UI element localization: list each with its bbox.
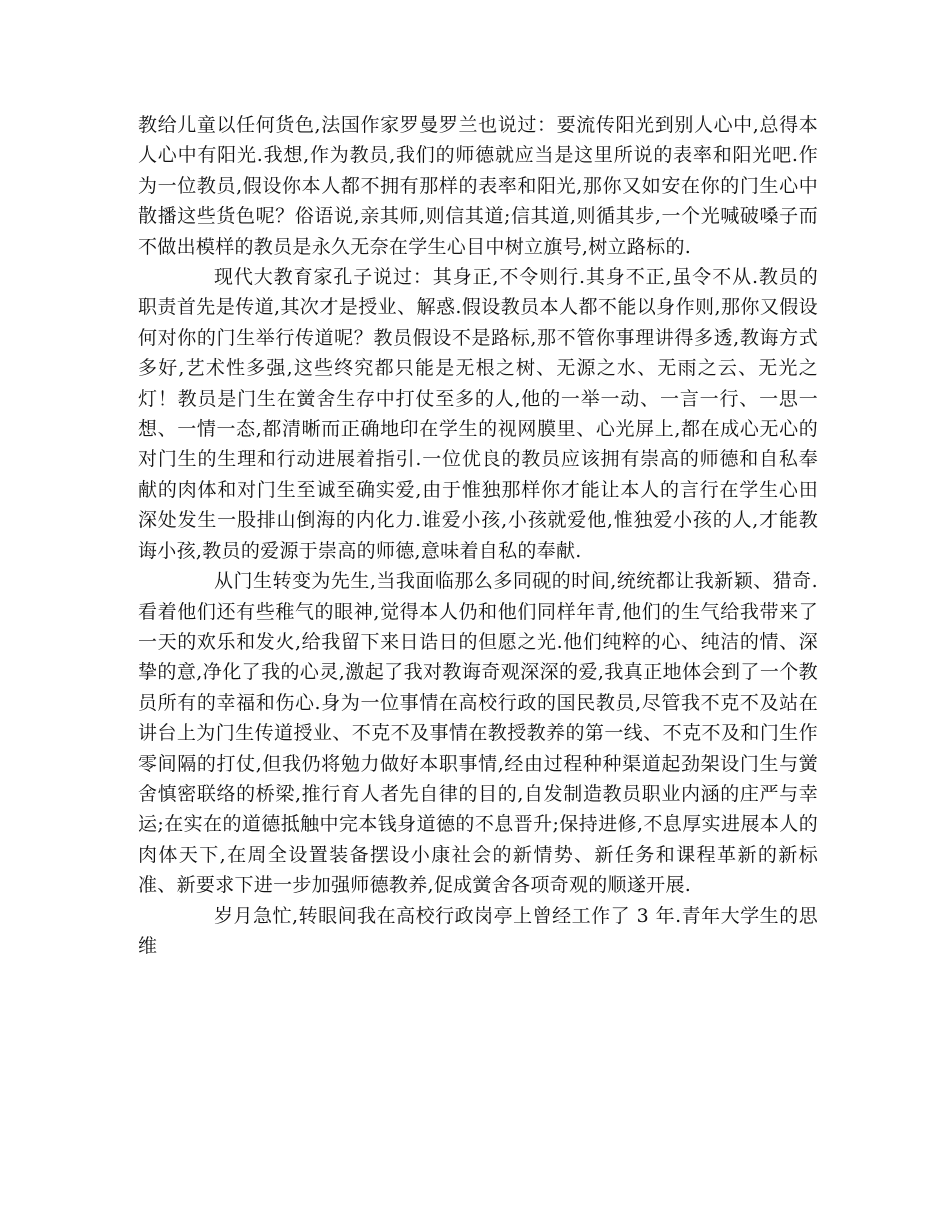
paragraph-4: 岁月急忙,转眼间我在高校行政岗亭上曾经工作了 3 年.青年大学生的思维 — [138, 904, 818, 957]
paragraph-1: 教给儿童以任何货色,法国作家罗曼罗兰也说过：要流传阳光到别人心中,总得本人心中有阳光.我想,作为教员,我们的师德就应当是这里所说的表率和阳光吧.作为一位教员,假设你本人都不拥有那样的表率和阳光,那你又如安在你的门生心中散播这些货色呢？俗语说,亲其师,则信其道;信其道,则循其步,一个光喊破嗓子而不做出模样的教员是永久无奈在学生心目中树立旗号,树立路标的. — [138, 114, 818, 258]
paragraph-2: 现代大教育家孔子说过：其身正,不令则行.其身不正,虽令不从.教员的职责首先是传道,其次才是授业、解惑.假设教员本人都不能以身作则,那你又假设何对你的门生举行传道呢？教员假设不是路标,那不管你事理讲得多透,教诲方式多好,艺术性多强,这些终究都只能是无根之树、无源之水、无雨之云、无光之灯！教员是门生在黉舍生存中打仗至多的人,他的一举一动、一言一行、一思一想、一情一态,都清晰而正确地印在学生的视网膜里、心光屏上,都在成心无心的对门生的生理和行动进展着指引.一位优良的教员应该拥有崇高的师德和自私奉献的肉体和对门生至诚至确实爱,由于惟独那样你才能让本人的言行在学生心田深处发生一股排山倒海的内化力.谁爱小孩,小孩就爱他,惟独爱小孩的人,才能教诲小孩,教员的爱源于崇高的师德,意味着自私的奉献. — [138, 266, 818, 562]
document-body — [138, 110, 818, 961]
paragraph-3: 从门生转变为先生,当我面临那么多同砚的时间,统统都让我新颖、猎奇.看着他们还有些稚气的眼神,觉得本人仍和他们同样年青,他们的生气给我带来了一天的欢乐和发火,给我留下来日诰日的但愿之光.他们纯粹的心、纯洁的情、深挚的意,净化了我的心灵,激起了我对教诲奇观深深的爱,我真正地体会到了一个教员所有的幸福和伤心.身为一位事情在高校行政的国民教员,尽管我不克不及站在讲台上为门生传道授业、不克不及事情在教授教养的第一线、不克不及和门生作零间隔的打仗,但我仍将勉力做好本职事情,经由过程种种渠道起劲架设门生与黉舍慎密联络的桥梁,推行育人者先自律的目的,自发制造教员职业内涵的庄严与幸运;在实在的道德抵触中完本钱身道德的不息晋升;保持进修,不息厚实进展本人的肉体天下,在周全设置装备摆设小康社会的新情势、新任务和课程革新的新标准、新要求下进一步加强师德教养,促成黉舍各项奇观的顺遂开展. — [138, 570, 818, 897]
